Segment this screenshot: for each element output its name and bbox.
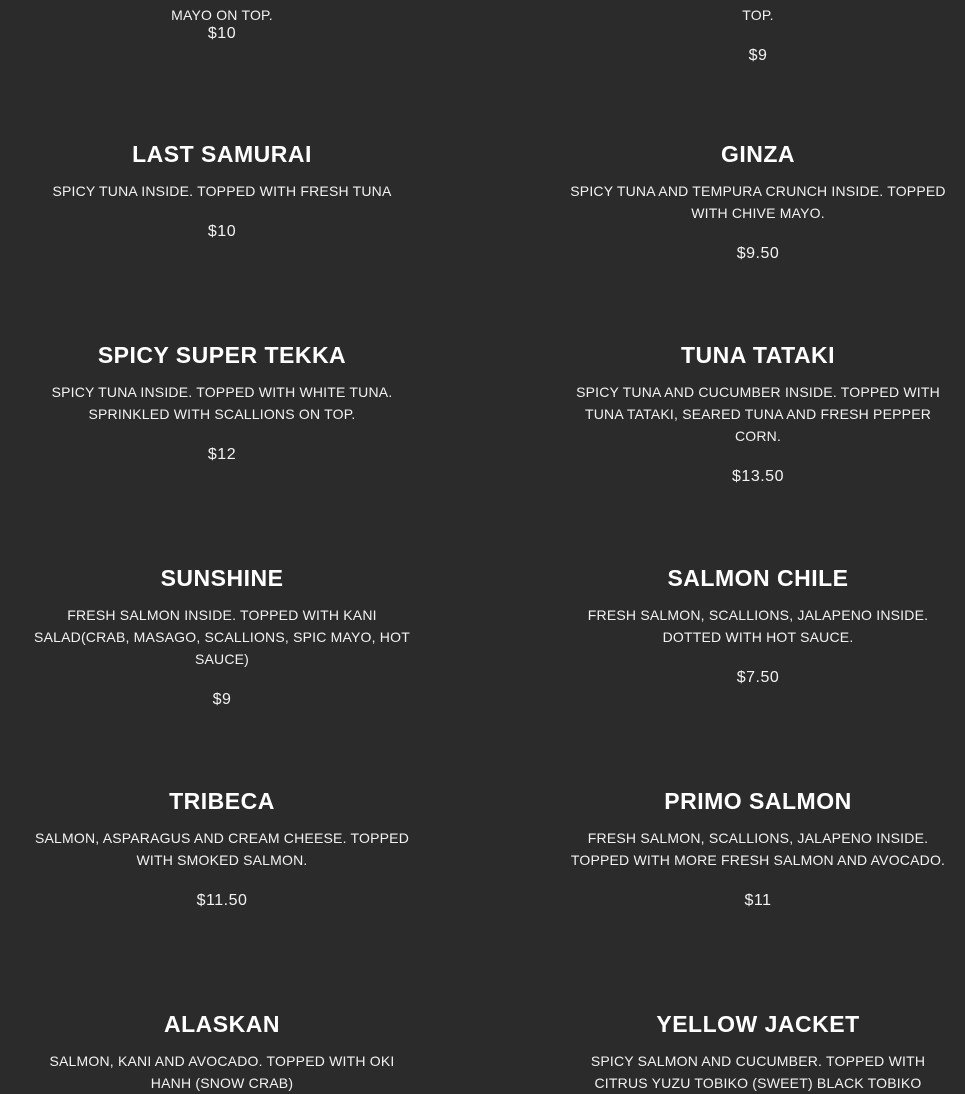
menu-item-price: $13.50 bbox=[732, 468, 784, 485]
menu-item-description: FRESH SALMON INSIDE. TOPPED WITH KANI SALAD(CRAB, MASAGO, SCALLIONS, SPIC MAYO, HOT SAUCE) bbox=[34, 607, 410, 667]
menu-item-description: SPICY TUNA AND CUCUMBER INSIDE. TOPPED WITH TUNA TATAKI, SEARED TUNA AND FRESH PEPPER CORN. bbox=[576, 384, 940, 444]
menu-item-description: SPICY TUNA AND TEMPURA CRUNCH INSIDE. TOPPED WITH CHIVE MAYO. bbox=[570, 183, 946, 221]
menu-item-tuna-tataki bbox=[568, 341, 948, 487]
menu-item-title: YELLOW JACKET bbox=[656, 1011, 860, 1037]
menu-item-sunshine bbox=[32, 564, 412, 710]
menu-item-price: $10 bbox=[207, 25, 237, 42]
menu-item-title: TRIBECA bbox=[169, 788, 275, 814]
menu-item-title: SPICY SUPER TEKKA bbox=[97, 342, 347, 368]
menu-item-alaskan bbox=[32, 1010, 412, 1094]
menu-item-price: $9.50 bbox=[736, 245, 780, 262]
menu-item-spicy-super-tekka bbox=[32, 341, 412, 465]
menu-item-description: SALMON, ASPARAGUS AND CREAM CHEESE. TOPPED WITH SMOKED SALMON. bbox=[34, 830, 410, 868]
menu-item-price: $11 bbox=[744, 892, 772, 909]
menu-item-title: PRIMO SALMON bbox=[664, 788, 852, 814]
menu-item-last-samurai bbox=[32, 140, 412, 242]
menu-item-title: TUNA TATAKI bbox=[680, 342, 836, 368]
menu-item-description: SPICY TUNA INSIDE. TOPPED WITH WHITE TUNA. SPRINKLED WITH SCALLIONS ON TOP. bbox=[51, 384, 393, 422]
menu-item-ginza bbox=[568, 140, 948, 264]
menu-item-title: GINZA bbox=[720, 141, 796, 167]
menu-item-title: SALMON CHILE bbox=[667, 565, 849, 591]
menu-item-partial-left-price-wrap bbox=[32, 24, 412, 44]
menu-item-title: LAST SAMURAI bbox=[132, 141, 312, 167]
menu-item-yellow-jacket bbox=[568, 1010, 948, 1094]
menu-item-description: FRESH SALMON, SCALLIONS, JALAPENO INSIDE. TOPPED WITH MORE FRESH SALMON AND AVOCADO. bbox=[570, 830, 946, 868]
menu-item-price: $9 bbox=[748, 47, 768, 64]
menu-item-partial-right-price-wrap bbox=[568, 46, 948, 66]
menu-item-description: SPICY TUNA INSIDE. TOPPED WITH FRESH TUNA bbox=[52, 183, 392, 199]
menu-item-price: $12 bbox=[207, 446, 237, 463]
menu-item-title: ALASKAN bbox=[164, 1011, 280, 1037]
menu-item-price: $10 bbox=[207, 223, 237, 240]
menu-item-price: $11.50 bbox=[196, 892, 248, 909]
menu-item-description: SALMON, KANI AND AVOCADO. TOPPED WITH OKI HANH (SNOW CRAB) bbox=[49, 1053, 395, 1091]
menu-item-price: $9 bbox=[212, 691, 232, 708]
menu-item-description: SPICY SALMON AND CUCUMBER. TOPPED WITH CITRUS YUZU TOBIKO (SWEET) BLACK TOBIKO bbox=[590, 1053, 926, 1091]
menu-item-salmon-chile bbox=[568, 564, 948, 688]
menu-item-partial-left bbox=[32, 0, 412, 26]
menu-item-tribeca bbox=[32, 787, 412, 911]
menu-item-description: FRESH SALMON, SCALLIONS, JALAPENO INSIDE. DOTTED WITH HOT SAUCE. bbox=[587, 607, 929, 645]
menu-item-description: MAYO ON TOP. bbox=[171, 7, 273, 23]
menu-item-title: SUNSHINE bbox=[160, 565, 284, 591]
menu-item-price: $7.50 bbox=[736, 669, 780, 686]
menu-item-partial-right bbox=[568, 4, 948, 26]
menu-item-primo-salmon bbox=[568, 787, 948, 911]
menu-item-description: TOP. bbox=[742, 7, 774, 23]
